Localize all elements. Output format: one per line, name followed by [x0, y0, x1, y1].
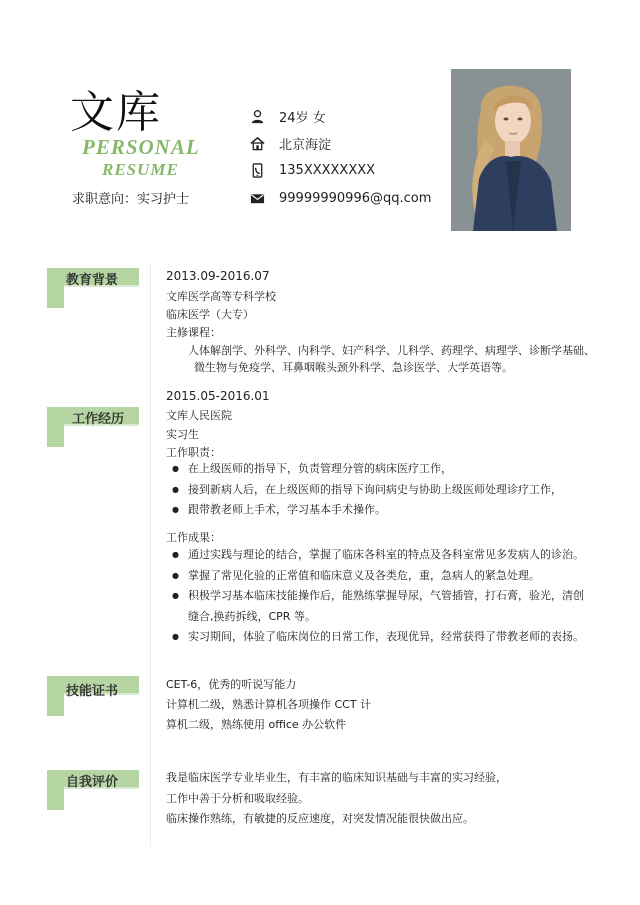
job-objective: 求职意向：实习护士 [72, 192, 190, 207]
work-role: 实习生 [166, 428, 199, 441]
contact-location [250, 131, 331, 155]
list-item: ● 跟带教老师上手术，学习基本手术操作。 [166, 500, 606, 521]
list-item: ● 积极学习基本临床技能操作后，能熟练掌握导尿，气管插管，打石膏，验光，清创 [166, 586, 606, 607]
education-date: 2013.09-2016.07 [166, 269, 270, 283]
mail-icon [250, 191, 265, 206]
phone-icon [250, 163, 265, 178]
personal-heading: PERSONAL [82, 135, 200, 159]
email-text: 99999990996@qq.com [279, 190, 432, 206]
courses-line-2: 微生物与免疫学、耳鼻咽喉头颈外科学、急诊医学、大学英语等。 [194, 361, 513, 374]
skills-line-3: 算机二级，熟练使用 office 办公软件 [166, 718, 347, 731]
results-list [166, 545, 606, 648]
timeline-divider [150, 262, 151, 847]
self-line-1: 我是临床医学专业毕业生，有丰富的临床知识基础与丰富的实习经验， [166, 771, 507, 784]
results-label: 工作成果： [166, 531, 221, 544]
work-date: 2015.05-2016.01 [166, 389, 270, 403]
list-item: ● 掌握了常见化验的正常值和临床意义及各类危，重，急病人的紧急处理。 [166, 566, 606, 587]
education-section-title: 教育背景 [66, 273, 119, 288]
resume-heading: RESUME [102, 160, 179, 179]
list-item: ● 通过实践与理论的结合，掌握了临床各科室的特点及各科室常见多发病人的诊治。 [166, 545, 606, 566]
self-line-2: 工作中善于分析和吸取经验。 [166, 792, 309, 805]
list-item [166, 607, 606, 628]
profile-photo [451, 69, 571, 231]
skills-line-2: 计算机二级，熟悉计算机各项操作 CCT 计 [166, 698, 372, 711]
work-company: 文库人民医院 [166, 409, 232, 422]
skills-line-1: CET-6，优秀的听说写能力 [166, 678, 297, 691]
skills-section-title: 技能证书 [66, 684, 119, 699]
results-continuation: 缝合,换药拆线，CPR 等。 [188, 609, 316, 623]
list-item: ● 在上级医师的指导下，负责管理分管的病床医疗工作， [166, 459, 606, 480]
courses-label: 主修课程： [166, 326, 221, 339]
duties-list [166, 459, 606, 521]
list-item: ● 接到新病人后，在上级医师的指导下询问病史与协助上级医师处理诊疗工作， [166, 480, 606, 501]
age-gender-text: 24岁 女 [279, 110, 326, 126]
home-icon [250, 136, 265, 151]
education-major: 临床医学（大专） [166, 308, 254, 321]
self-section-title: 自我评价 [66, 775, 119, 790]
education-school: 文库医学高等专科学校 [166, 290, 276, 303]
duties-label: 工作职责： [166, 446, 221, 459]
list-item: ● 实习期间，体验了临床岗位的日常工作，表现优异，经常获得了带教老师的表扬。 [166, 627, 606, 648]
work-section-title: 工作经历 [72, 412, 125, 427]
contact-phone [250, 158, 375, 182]
phone-text: 135XXXXXXXX [279, 162, 376, 178]
location-text: 北京海淀 [279, 137, 332, 153]
contact-email [250, 186, 431, 210]
person-icon [250, 109, 265, 124]
contact-age-gender [250, 104, 326, 128]
courses-line-1: 人体解剖学、外科学、内科学、妇产科学、儿科学、药理学、病理学、诊断学基础、 [188, 344, 595, 357]
candidate-name: 文库 [70, 87, 162, 138]
self-line-3: 临床操作熟练，有敏捷的反应速度，对突发情况能很快做出应。 [166, 812, 474, 825]
